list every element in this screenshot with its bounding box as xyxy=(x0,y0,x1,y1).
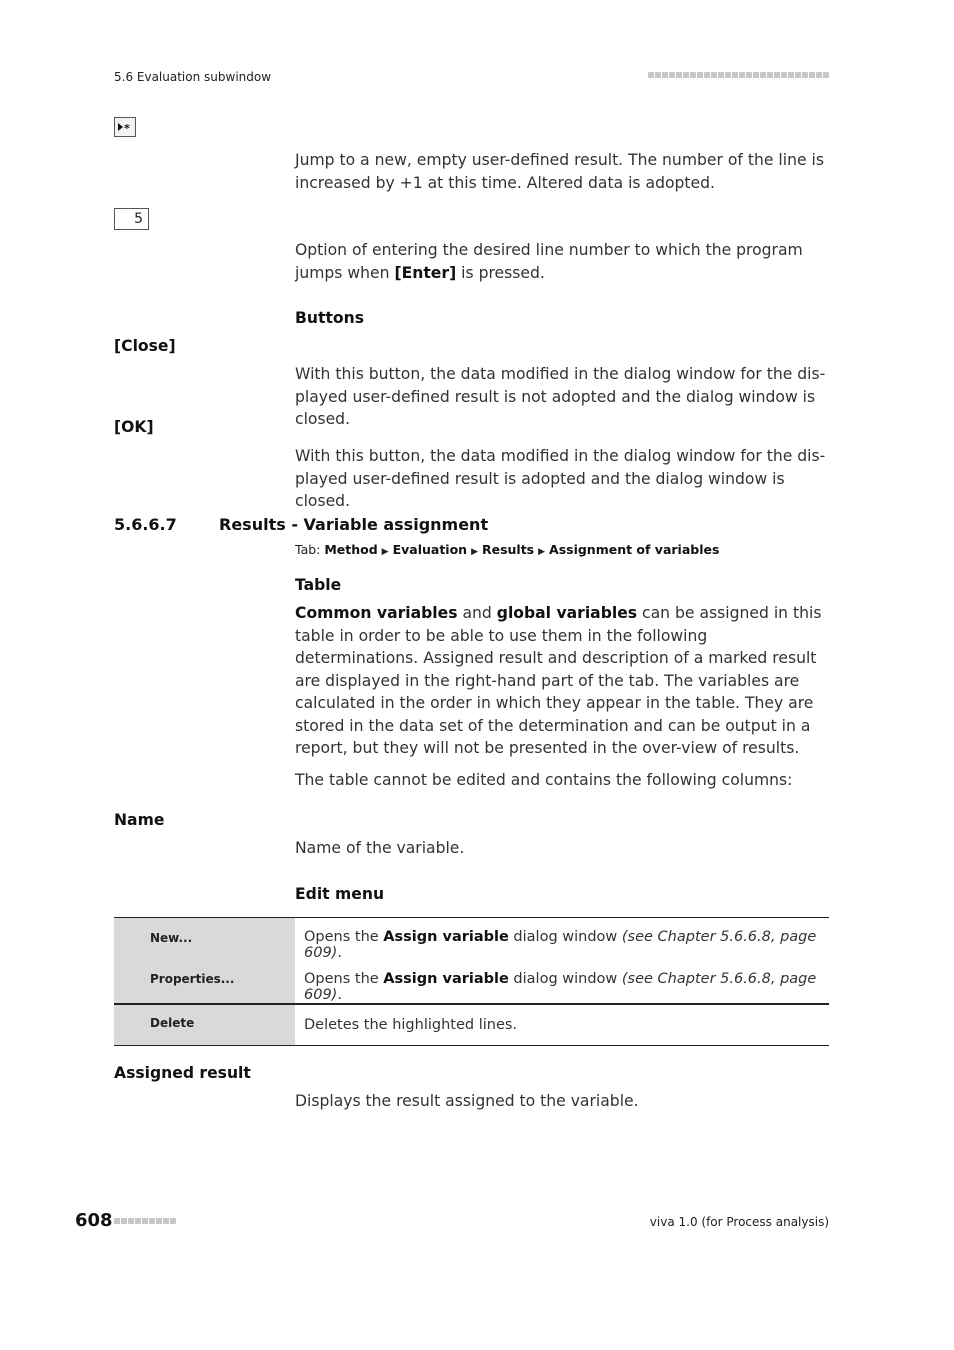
running-header: 5.6 Evaluation subwindow xyxy=(114,70,272,84)
menu-item-properties-description: Opens the Assign variable dialog window (see Chapter 5.6.6.8, page 609). xyxy=(304,971,817,1003)
assigned-result-description: Displays the result assigned to the variable. xyxy=(295,1092,639,1110)
edit-menu-table xyxy=(114,917,829,1046)
header-decoration xyxy=(648,72,830,78)
table-description: Common variables and global variables can be assigned in this table in order to be able to use them in the following determinations. Assigned result and description of a marked result are displayed in the right-hand part of the tab. The variables are calculated in the order in which they appear in the table. They are stored in the data set of the determination and can be output in a report, but they will not be presented in the over-view of results. xyxy=(295,604,822,757)
section-title: Results - Variable assignment xyxy=(219,515,489,534)
footer-product: viva 1.0 (for Process analysis) xyxy=(649,1215,829,1229)
close-description: With this button, the data modified in the dialog window for the dis-played user-defined result is not adopted and the dialog window is closed. xyxy=(295,365,826,428)
menu-item-properties: Properties... xyxy=(114,961,295,1004)
menu-item-delete: Delete xyxy=(114,1004,295,1045)
footer-decoration xyxy=(114,1218,177,1224)
buttons-heading: Buttons xyxy=(295,309,364,327)
edit-menu-heading: Edit menu xyxy=(295,885,385,903)
menu-item-new: New... xyxy=(114,918,295,962)
line-option-description: Option of entering the desired line number to which the program jumps when [Enter] is pressed. xyxy=(295,241,803,282)
line-number-field: 5 xyxy=(114,208,149,230)
name-description: Name of the variable. xyxy=(295,839,465,857)
section-number: 5.6.6.7 xyxy=(114,515,177,534)
new-record-icon xyxy=(114,117,136,137)
name-label: Name xyxy=(114,811,165,829)
menu-item-delete-description: Deletes the highlighted lines. xyxy=(295,1004,829,1045)
close-label: [Close] xyxy=(114,337,176,355)
svg-text:*: * xyxy=(124,122,130,133)
page-number: 608 xyxy=(75,1210,113,1231)
table-row xyxy=(114,961,829,1004)
ok-description: With this button, the data modified in the dialog window for the dis-played user-defined result is adopted and the dialog window is closed. xyxy=(295,447,826,510)
table-columns-intro: The table cannot be edited and contains the following columns: xyxy=(295,771,793,789)
ok-label: [OK] xyxy=(114,418,154,436)
menu-item-new-description: Opens the Assign variable dialog window (see Chapter 5.6.6.8, page 609). xyxy=(295,918,829,962)
tab-path: Tab: Method ▶ Evaluation ▶ Results ▶ Assignment of variables xyxy=(295,542,720,557)
table-row xyxy=(114,918,829,962)
table-heading: Table xyxy=(295,576,342,594)
jump-new-description: Jump to a new, empty user-defined result. The number of the line is increased by +1 at this time. Altered data is adopted. xyxy=(295,151,824,192)
assigned-result-label: Assigned result xyxy=(114,1064,251,1082)
table-row xyxy=(114,1004,829,1045)
